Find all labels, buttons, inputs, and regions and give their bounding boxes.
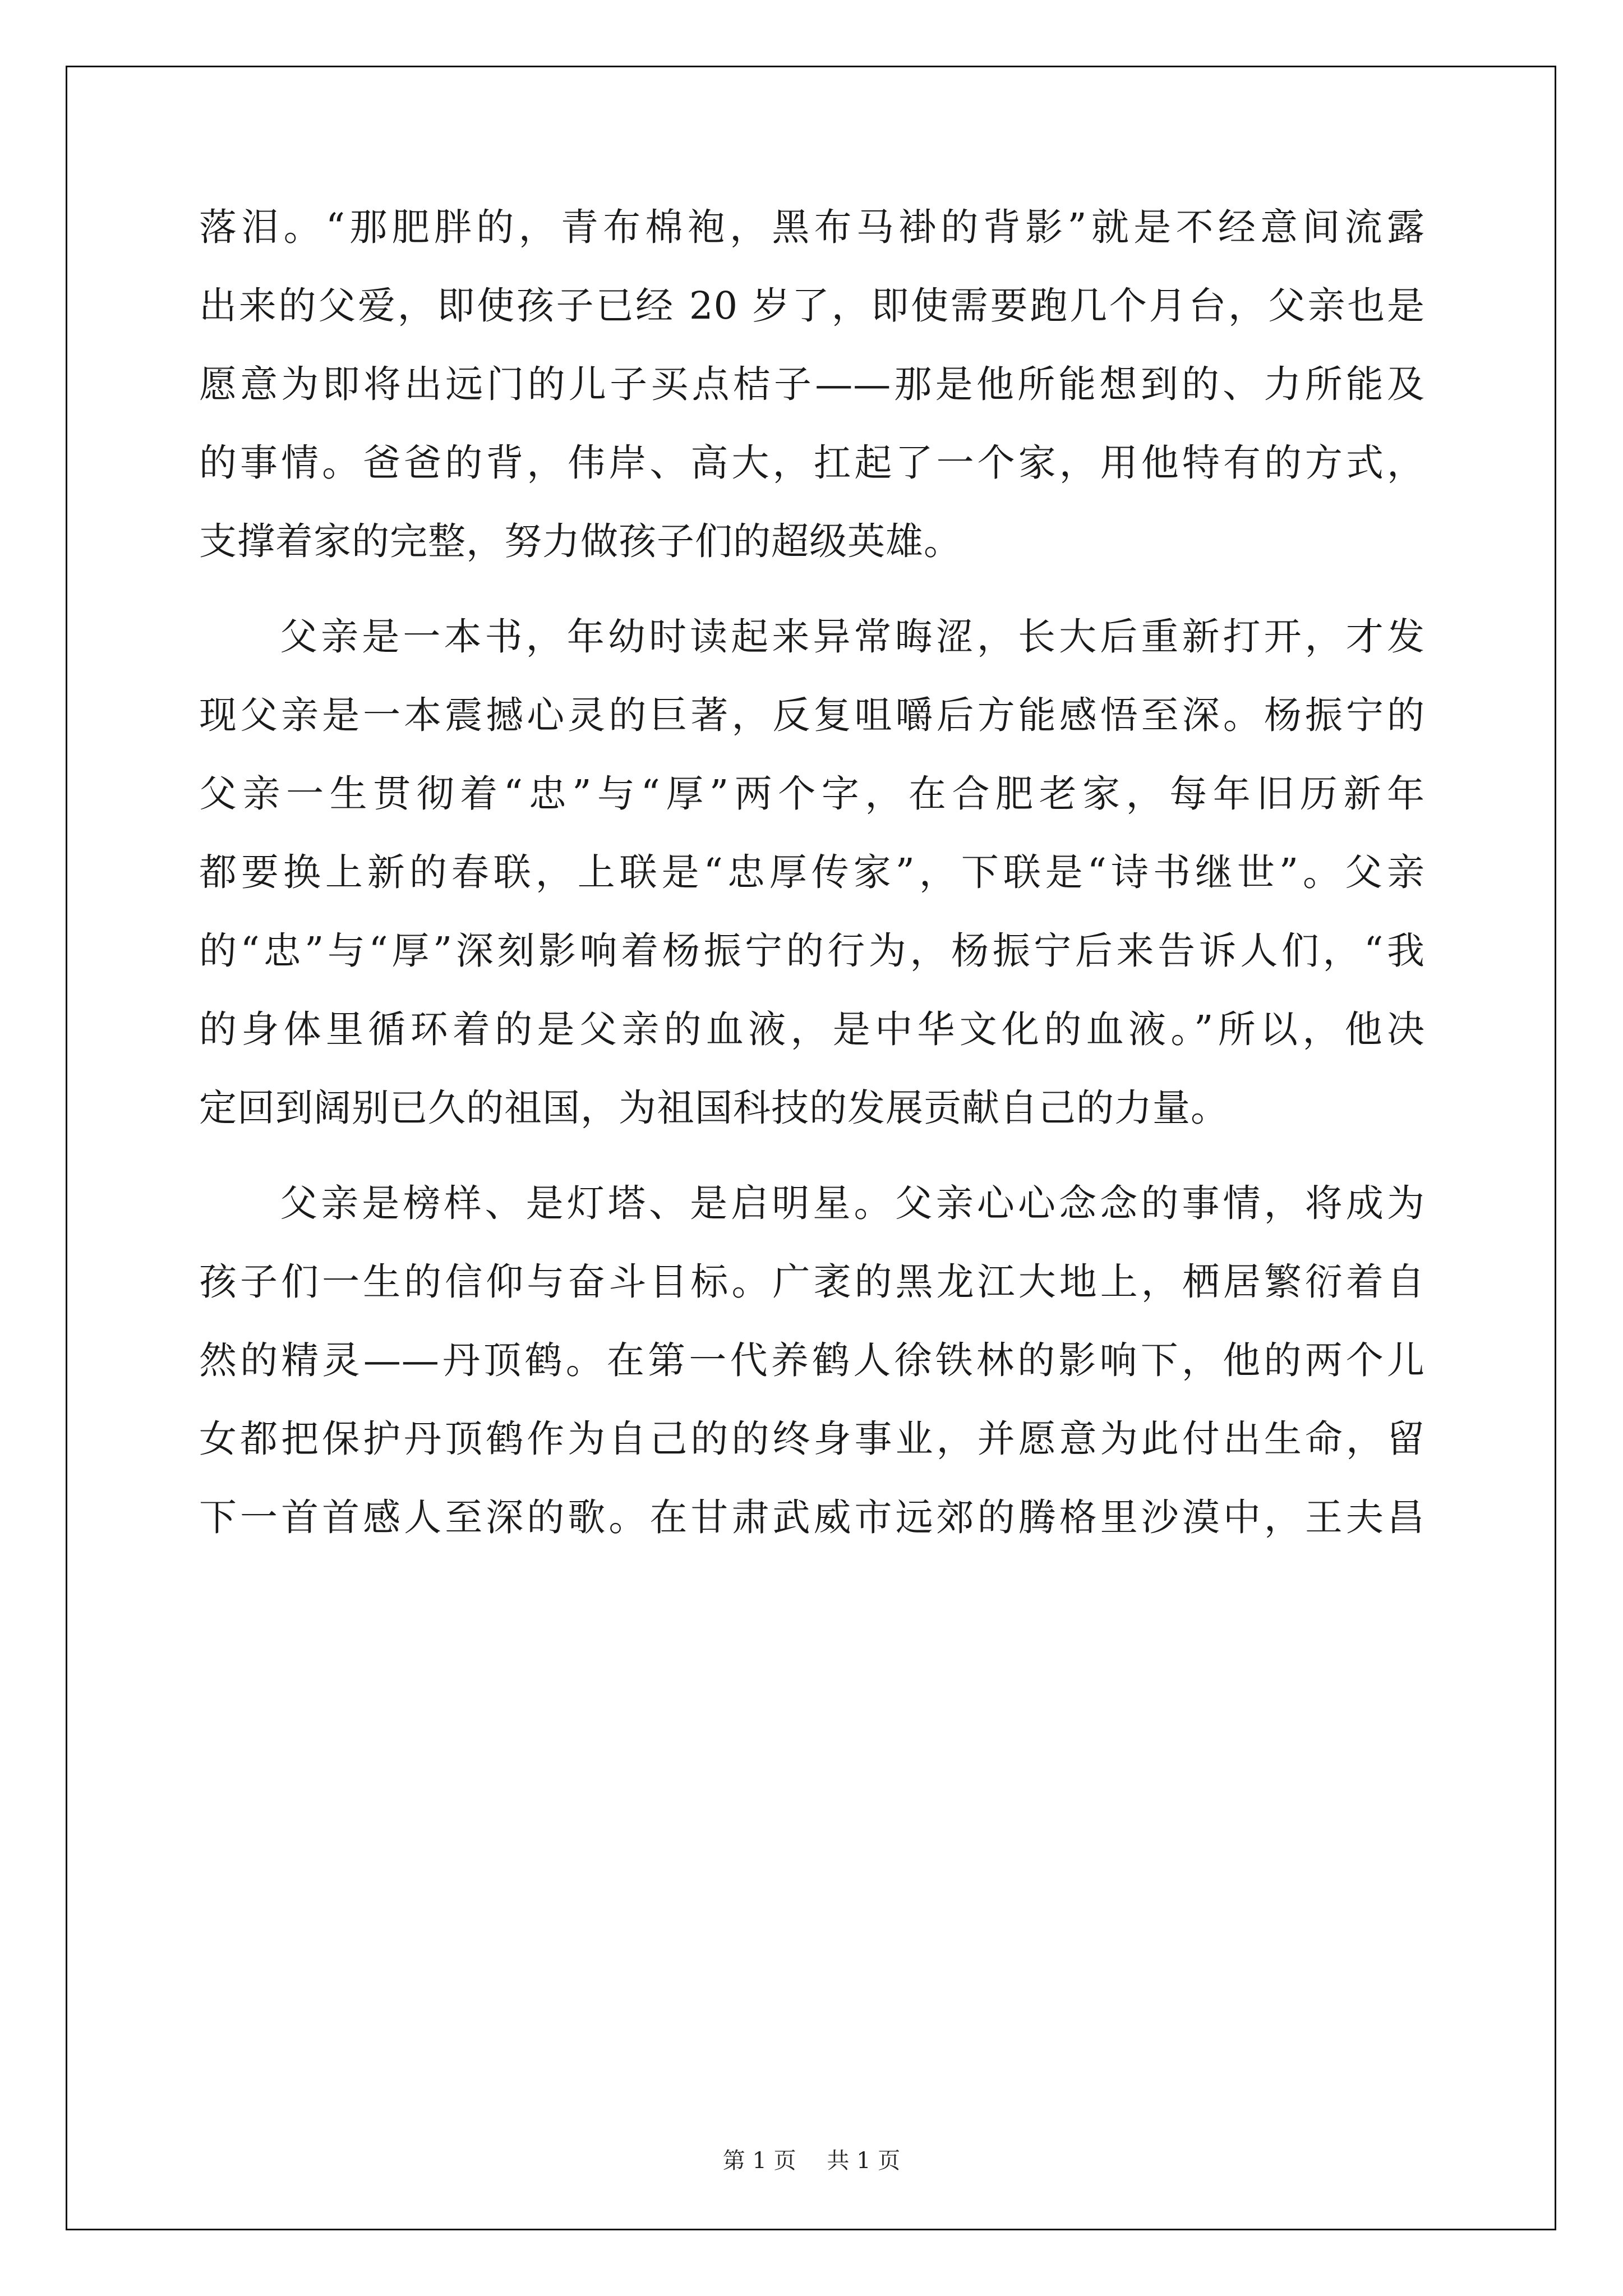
paragraph-gap	[199, 1147, 1425, 1164]
text-line: 的“忠”与“厚”深刻影响着杨振宁的行为，杨振宁后来告诉人们，“我	[199, 929, 1425, 973]
text-line: 父亲一生贯彻着“忠”与“厚”两个字，在合肥老家，每年旧历新年	[199, 772, 1425, 816]
text-line: 然的精灵——丹顶鹤。在第一代养鹤人徐铁林的影响下，他的两个儿	[199, 1338, 1425, 1382]
text-line: 愿意为即将出远门的儿子买点桔子——那是他所能想到的、力所能及	[199, 362, 1425, 406]
document-body	[199, 188, 1425, 1557]
page-footer	[0, 2143, 1623, 2175]
text-line: 父亲是一本书，年幼时读起来异常晦涩，长大后重新打开，才发	[280, 615, 1425, 659]
text-line: 的身体里循环着的是父亲的血液，是中华文化的血液。”所以，他决	[199, 1007, 1425, 1051]
text-line: 定回到阔别已久的祖国，为祖国科技的发展贡献自己的力量。	[199, 1086, 1229, 1130]
text-line: 的事情。爸爸的背，伟岸、高大，扛起了一个家，用他特有的方式，	[199, 441, 1425, 485]
text-line: 孩子们一生的信仰与奋斗目标。广袤的黑龙江大地上，栖居繁衍着自	[199, 1260, 1425, 1304]
text-line: 下一首首感人至深的歌。在甘肃武威市远郊的腾格里沙漠中，王夫昌	[199, 1496, 1425, 1539]
text-line: 父亲是榜样、是灯塔、是启明星。父亲心心念念的事情，将成为	[280, 1181, 1425, 1225]
page-number: 第 1 页	[722, 2148, 796, 2174]
text-line: 现父亲是一本震撼心灵的巨著，反复咀嚼后方能感悟至深。杨振宁的	[199, 693, 1425, 737]
paragraph-gap	[199, 581, 1425, 597]
text-line: 支撑着家的完整，努力做孩子们的超级英雄。	[199, 519, 962, 563]
text-line: 落泪。“那肥胖的，青布棉袍，黑布马褂的背影”就是不经意间流露	[199, 205, 1425, 249]
text-line: 女都把保护丹顶鹤作为自己的的终身事业，并愿意为此付出生命，留	[199, 1417, 1425, 1461]
text-line: 都要换上新的春联，上联是“忠厚传家”，下联是“诗书继世”。父亲	[199, 850, 1425, 894]
total-pages: 共 1 页	[827, 2148, 901, 2174]
text-line: 出来的父爱，即使孩子已经 20 岁了，即使需要跑几个月台，父亲也是	[199, 284, 1425, 328]
